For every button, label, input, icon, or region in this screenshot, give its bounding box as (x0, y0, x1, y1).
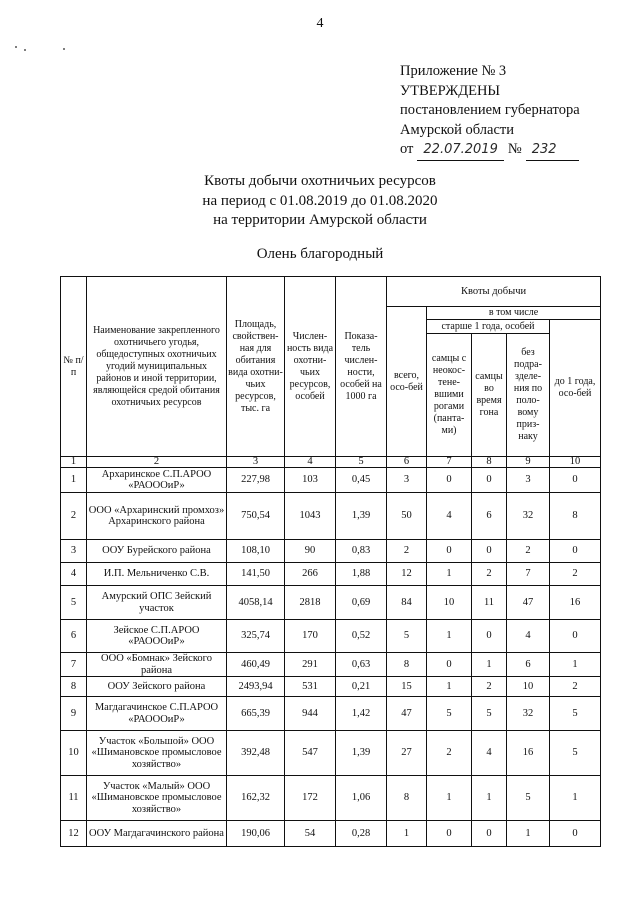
cell-area: 4058,14 (227, 586, 285, 620)
header-name: Наименование закрепленного охотничьего угодья, общедоступных охотничьих угодий муниципальных районов и иной территории, являющейся средой обитания охотничьих ресурсов (87, 277, 227, 457)
document-title (0, 172, 640, 231)
cell-area: 108,10 (227, 540, 285, 563)
cell-total: 50 (387, 493, 427, 540)
cell-population: 2818 (285, 586, 336, 620)
table-row (61, 540, 601, 563)
header-population: Числен-ность вида охотни-чьих ресурсов, особей (285, 277, 336, 457)
appendix-label: Приложение № 3 (400, 63, 507, 79)
cell-under-1y: 2 (550, 563, 601, 586)
cell-no-sex: 5 (507, 776, 550, 821)
decree-reference (400, 140, 630, 161)
cell-total: 8 (387, 653, 427, 677)
column-number: 9 (507, 457, 550, 468)
cell-population: 1043 (285, 493, 336, 540)
cell-males-rut: 0 (472, 540, 507, 563)
cell-no: 4 (61, 563, 87, 586)
cell-males-antlers: 1 (427, 620, 472, 653)
cell-population: 90 (285, 540, 336, 563)
cell-no: 12 (61, 821, 87, 847)
cell-no: 9 (61, 697, 87, 731)
cell-no: 7 (61, 653, 87, 677)
header-total: всего, осо-бей (387, 307, 427, 457)
cell-total: 8 (387, 776, 427, 821)
cell-males-rut: 0 (472, 468, 507, 493)
table-row (61, 563, 601, 586)
cell-no-sex: 4 (507, 620, 550, 653)
title-line-1: Квоты добычи охотничьих ресурсов (204, 173, 436, 189)
cell-no: 6 (61, 620, 87, 653)
decree-label: постановлением губернатора (400, 102, 580, 118)
cell-total: 1 (387, 821, 427, 847)
cell-name: ООО «Бомнак» Зейского района (87, 653, 227, 677)
header-including: в том числе (427, 307, 601, 320)
cell-males-antlers: 1 (427, 677, 472, 697)
cell-no: 1 (61, 468, 87, 493)
header-males-rut: самцы во время гона (472, 334, 507, 457)
cell-males-antlers: 1 (427, 563, 472, 586)
cell-males-rut: 2 (472, 677, 507, 697)
header-no: № п/п (61, 277, 87, 457)
table-row (61, 776, 601, 821)
column-number: 4 (285, 457, 336, 468)
cell-density: 0,69 (336, 586, 387, 620)
cell-population: 103 (285, 468, 336, 493)
table-row (61, 677, 601, 697)
cell-no-sex: 47 (507, 586, 550, 620)
cell-total: 84 (387, 586, 427, 620)
cell-area: 2493,94 (227, 677, 285, 697)
cell-total: 15 (387, 677, 427, 697)
cell-under-1y: 5 (550, 697, 601, 731)
cell-under-1y: 0 (550, 620, 601, 653)
cell-under-1y: 16 (550, 586, 601, 620)
cell-no: 10 (61, 731, 87, 776)
cell-density: 1,39 (336, 493, 387, 540)
cell-total: 27 (387, 731, 427, 776)
column-number: 1 (61, 457, 87, 468)
cell-density: 0,21 (336, 677, 387, 697)
column-number: 5 (336, 457, 387, 468)
cell-males-rut: 11 (472, 586, 507, 620)
column-number: 3 (227, 457, 285, 468)
cell-males-antlers: 1 (427, 776, 472, 821)
cell-area: 460,49 (227, 653, 285, 677)
cell-density: 0,83 (336, 540, 387, 563)
column-number: 7 (427, 457, 472, 468)
column-number-row (61, 457, 601, 468)
cell-males-antlers: 0 (427, 540, 472, 563)
cell-population: 291 (285, 653, 336, 677)
cell-population: 531 (285, 677, 336, 697)
cell-density: 1,42 (336, 697, 387, 731)
table-row (61, 697, 601, 731)
cell-name: И.П. Мельниченко С.В. (87, 563, 227, 586)
quota-table (60, 276, 601, 847)
header-under-1y: до 1 года, осо-бей (550, 320, 601, 457)
cell-no-sex: 6 (507, 653, 550, 677)
cell-no-sex: 32 (507, 697, 550, 731)
cell-population: 547 (285, 731, 336, 776)
column-number: 2 (87, 457, 227, 468)
cell-total: 12 (387, 563, 427, 586)
cell-total: 5 (387, 620, 427, 653)
column-number: 8 (472, 457, 507, 468)
cell-males-antlers: 2 (427, 731, 472, 776)
cell-under-1y: 2 (550, 677, 601, 697)
cell-name: ООУ Магдагачинского района (87, 821, 227, 847)
cell-area: 325,74 (227, 620, 285, 653)
cell-population: 54 (285, 821, 336, 847)
cell-males-rut: 1 (472, 653, 507, 677)
cell-area: 750,54 (227, 493, 285, 540)
cell-no: 5 (61, 586, 87, 620)
cell-name: Архаринское С.П.АРОО «РАОООиР» (87, 468, 227, 493)
scan-speck (63, 48, 65, 50)
table-row (61, 653, 601, 677)
cell-no: 8 (61, 677, 87, 697)
header-density: Показа-тель числен-ности, особей на 1000 га (336, 277, 387, 457)
cell-population: 170 (285, 620, 336, 653)
cell-males-antlers: 0 (427, 468, 472, 493)
header-quota-group: Квоты добычи (387, 277, 601, 307)
cell-no-sex: 32 (507, 493, 550, 540)
cell-population: 172 (285, 776, 336, 821)
cell-no-sex: 1 (507, 821, 550, 847)
cell-density: 1,88 (336, 563, 387, 586)
header-area: Площадь, свойствен-ная для обитания вида охотни-чьих ресурсов, тыс. га (227, 277, 285, 457)
header-males-antlers: самцы с неокос-тене-вшими рогами (панта-ми) (427, 334, 472, 457)
cell-no: 11 (61, 776, 87, 821)
title-line-3: на территории Амурской области (213, 212, 427, 228)
column-number: 10 (550, 457, 601, 468)
cell-no-sex: 3 (507, 468, 550, 493)
cell-males-antlers: 4 (427, 493, 472, 540)
cell-no-sex: 2 (507, 540, 550, 563)
cell-males-rut: 0 (472, 821, 507, 847)
cell-total: 47 (387, 697, 427, 731)
cell-density: 0,45 (336, 468, 387, 493)
header-older-1y: старше 1 года, особей (427, 320, 550, 334)
cell-name: ООУ Зейского района (87, 677, 227, 697)
cell-area: 392,48 (227, 731, 285, 776)
table-row (61, 493, 601, 540)
cell-under-1y: 5 (550, 731, 601, 776)
cell-density: 0,52 (336, 620, 387, 653)
cell-area: 665,39 (227, 697, 285, 731)
cell-under-1y: 1 (550, 653, 601, 677)
cell-no: 2 (61, 493, 87, 540)
cell-name: ООО «Архаринский промхоз» Архаринского района (87, 493, 227, 540)
from-label: от (400, 141, 414, 157)
cell-males-rut: 0 (472, 620, 507, 653)
approved-label: УТВЕРЖДЕНЫ (400, 82, 501, 99)
scan-speck (15, 46, 17, 48)
cell-name: Магдагачинское С.П.АРОО «РАОООиР» (87, 697, 227, 731)
number-label: № (507, 141, 522, 157)
table-row (61, 821, 601, 847)
cell-name: Участок «Малый» ООО «Шимановское промысловое хозяйство» (87, 776, 227, 821)
cell-males-rut: 6 (472, 493, 507, 540)
approval-block (400, 62, 630, 161)
column-number: 6 (387, 457, 427, 468)
cell-males-rut: 4 (472, 731, 507, 776)
page-number: 4 (316, 16, 324, 31)
cell-under-1y: 8 (550, 493, 601, 540)
cell-area: 141,50 (227, 563, 285, 586)
cell-total: 3 (387, 468, 427, 493)
cell-under-1y: 1 (550, 776, 601, 821)
title-line-2: на период с 01.08.2019 до 01.08.2020 (202, 192, 438, 209)
cell-under-1y: 0 (550, 468, 601, 493)
cell-population: 266 (285, 563, 336, 586)
scan-speck (24, 49, 26, 51)
decree-number: 232 (526, 140, 579, 161)
cell-name: Участок «Большой» ООО «Шимановское промысловое хозяйство» (87, 731, 227, 776)
cell-males-rut: 2 (472, 563, 507, 586)
cell-area: 190,06 (227, 821, 285, 847)
cell-under-1y: 0 (550, 821, 601, 847)
cell-name: Амурский ОПС Зейский участок (87, 586, 227, 620)
cell-name: Зейское С.П.АРОО «РАОООиР» (87, 620, 227, 653)
decree-date: 22.07.2019 (417, 140, 503, 161)
cell-males-antlers: 0 (427, 653, 472, 677)
cell-total: 2 (387, 540, 427, 563)
cell-no-sex: 10 (507, 677, 550, 697)
region-label: Амурской области (400, 121, 514, 138)
cell-males-antlers: 5 (427, 697, 472, 731)
cell-no-sex: 16 (507, 731, 550, 776)
cell-males-rut: 5 (472, 697, 507, 731)
species-title: Олень благородный (256, 246, 384, 262)
cell-density: 1,39 (336, 731, 387, 776)
cell-area: 162,32 (227, 776, 285, 821)
cell-density: 0,28 (336, 821, 387, 847)
cell-density: 1,06 (336, 776, 387, 821)
cell-males-antlers: 10 (427, 586, 472, 620)
cell-no: 3 (61, 540, 87, 563)
header-no-sex: без подра-зделе-ния по поло-вому приз-наку (507, 334, 550, 457)
table-row (61, 731, 601, 776)
cell-males-antlers: 0 (427, 821, 472, 847)
cell-under-1y: 0 (550, 540, 601, 563)
cell-area: 227,98 (227, 468, 285, 493)
table-row (61, 586, 601, 620)
cell-no-sex: 7 (507, 563, 550, 586)
table-row (61, 620, 601, 653)
cell-name: ООУ Бурейского района (87, 540, 227, 563)
cell-males-rut: 1 (472, 776, 507, 821)
cell-density: 0,63 (336, 653, 387, 677)
cell-population: 944 (285, 697, 336, 731)
table-row (61, 468, 601, 493)
